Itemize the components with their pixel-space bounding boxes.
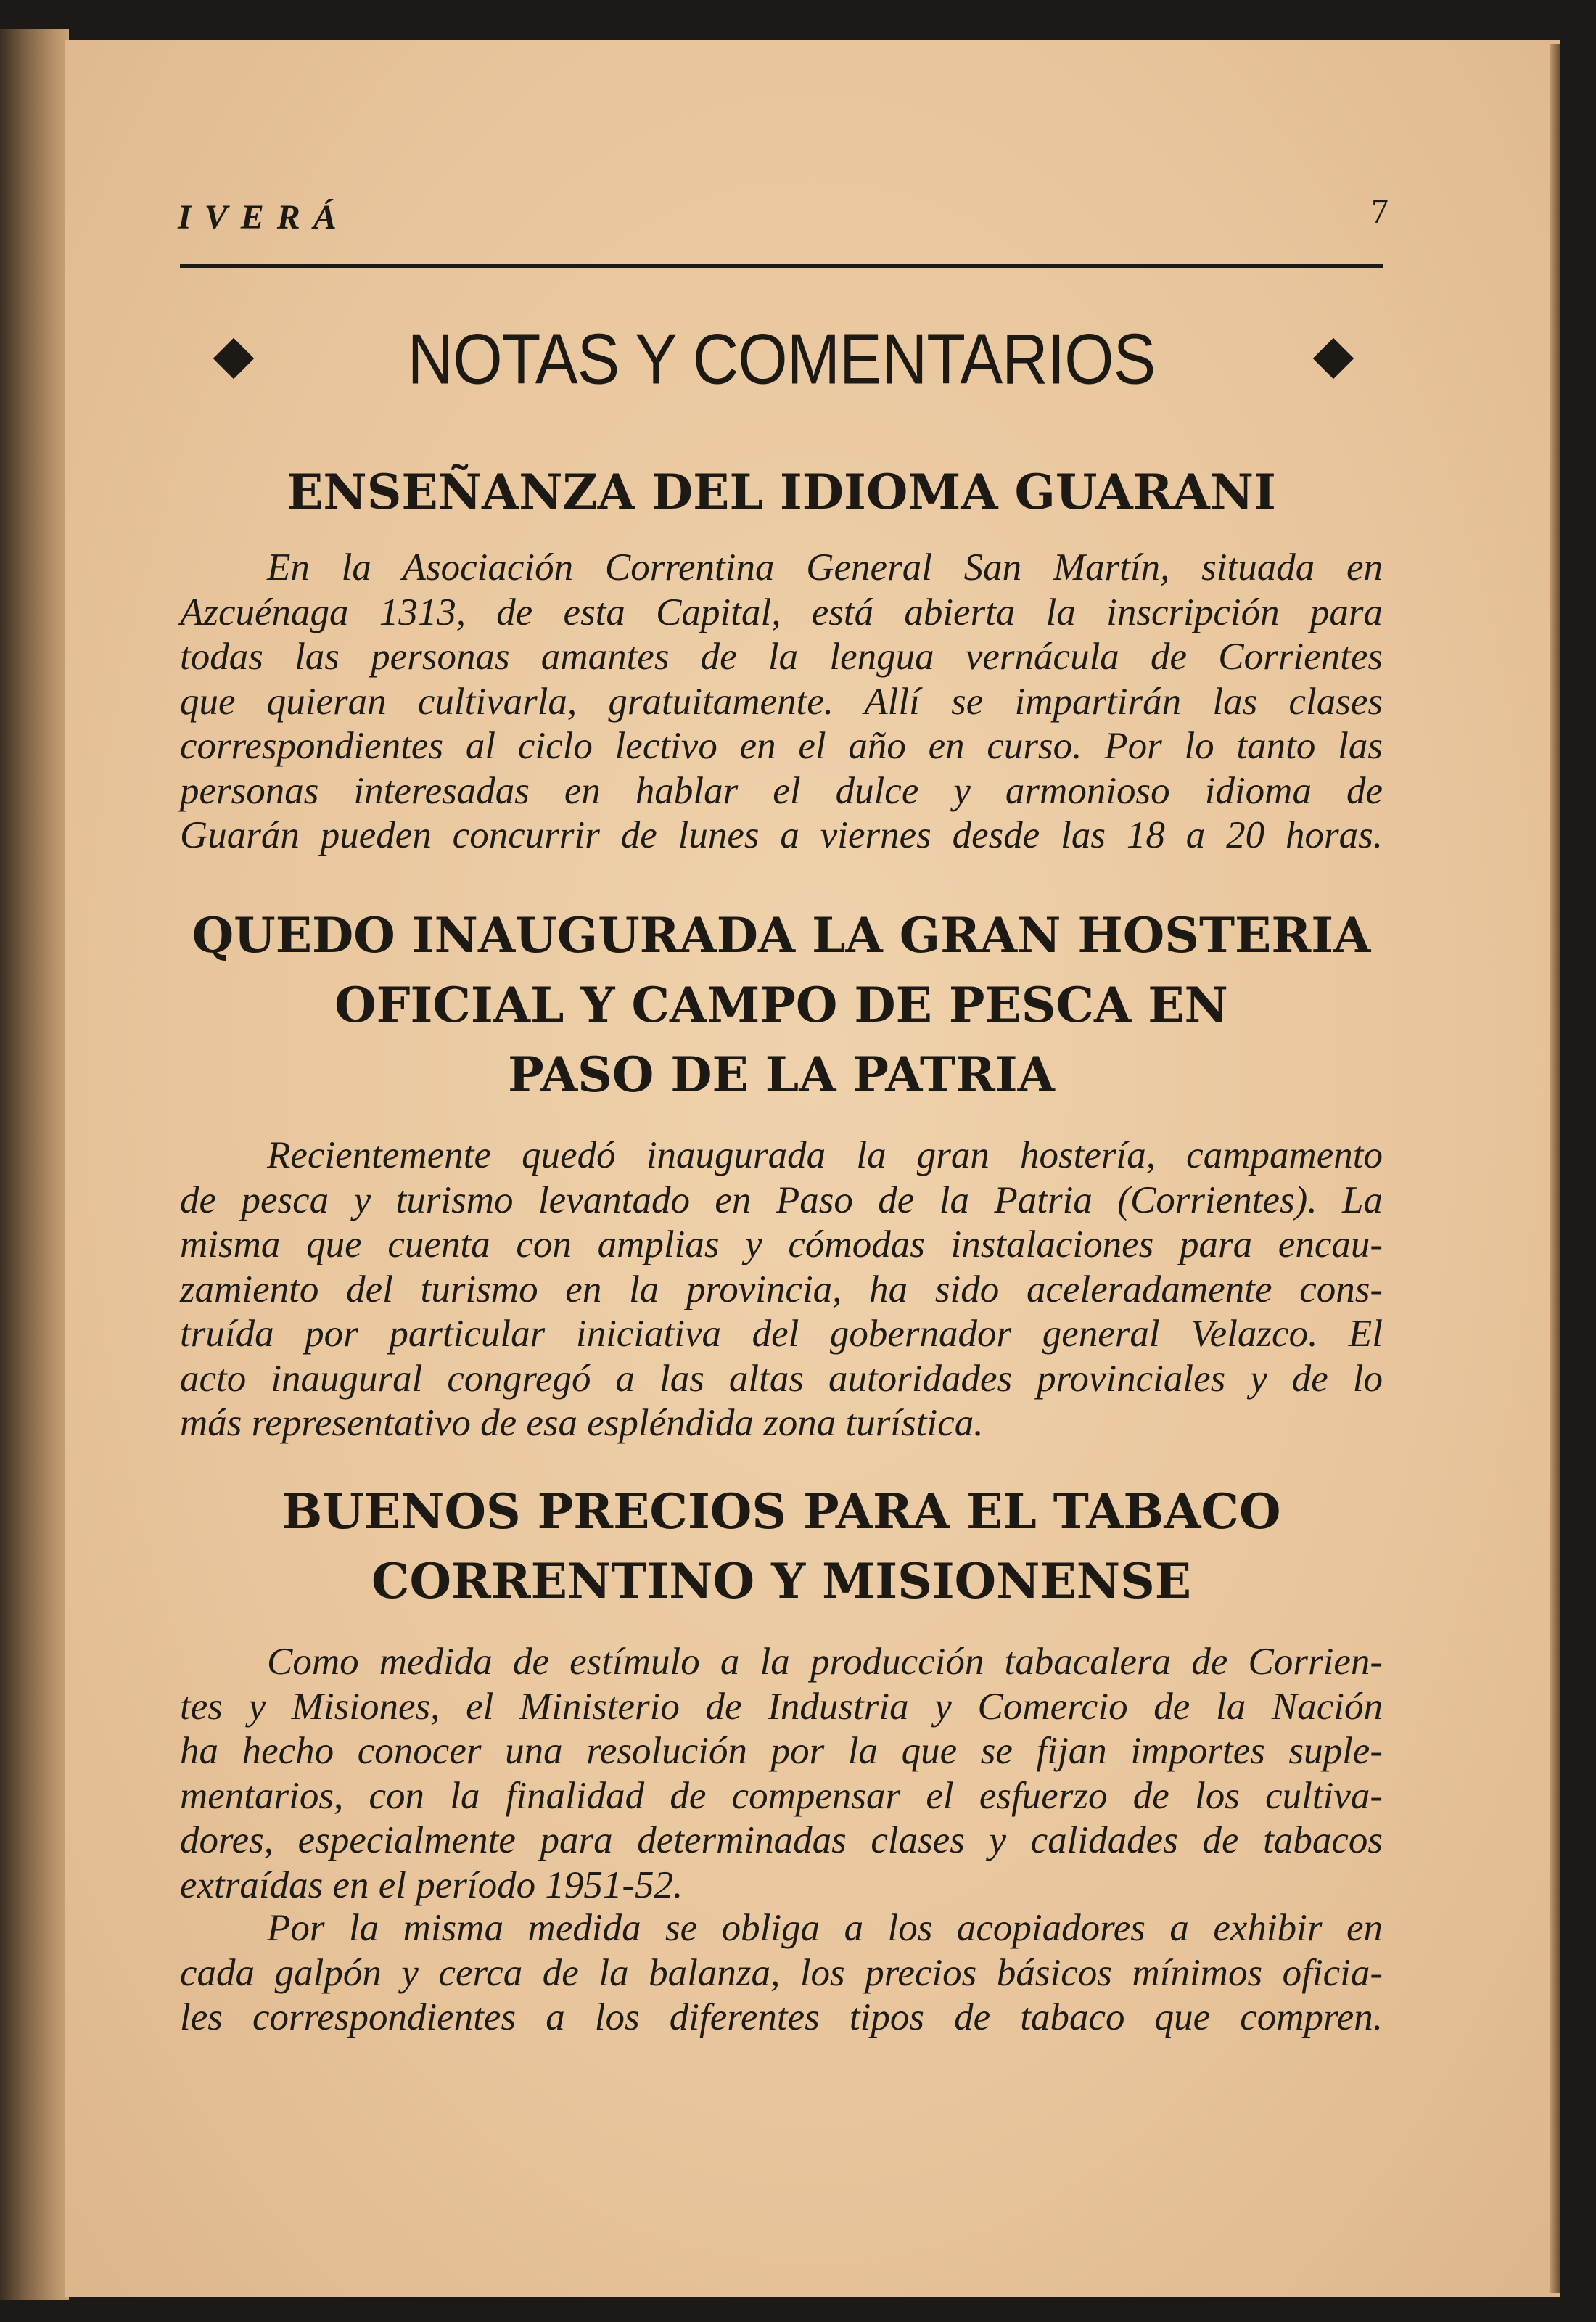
section-title-row [180, 312, 1383, 406]
heading-line: ENSEÑANZA DEL IDIOMA GUARANI [287, 464, 1276, 520]
paragraph-line: dores, especialmente para determinadas clases y calidades de tabacos [180, 1819, 1383, 1861]
paragraph-line: tes y Misiones, el Ministerio de Industria y Comercio de la Nación [180, 1685, 1383, 1728]
running-title: IVERÁ [178, 198, 350, 237]
paragraph-line: misma que cuenta con amplias y cómodas instalaciones para encau- [180, 1223, 1383, 1265]
paragraph-line: les correspondientes a los diferentes tipos de tabaco que compren. [180, 1996, 1383, 2038]
article-paragraph [180, 1640, 1383, 1908]
paragraph-line: cada galpón y cerca de la balanza, los precios básicos mínimos oficia- [180, 1951, 1383, 1994]
paragraph-line: Guarán pueden concurrir de lunes a viernes desde las 18 a 20 horas. [180, 814, 1383, 856]
article-paragraph [180, 1906, 1383, 2040]
heading-line: BUENOS PRECIOS PARA EL TABACO [281, 1483, 1281, 1540]
paragraph-line: zamiento del turismo en la provincia, ha sido aceleradamente cons- [180, 1268, 1383, 1310]
paragraph-line: ha hecho conocer una resolución por la que se fijan importes suple- [180, 1730, 1383, 1772]
header-rule [180, 264, 1383, 268]
heading-line: QUEDO INAUGURADA LA GRAN HOSTERIA [192, 907, 1371, 964]
article-heading [180, 901, 1383, 1109]
paragraph-line: Como medida de estímulo a la producción tabacalera de Corrien- [267, 1641, 1383, 1683]
heading-line: PASO DE LA PATRIA [508, 1046, 1055, 1103]
article-paragraph [180, 546, 1383, 858]
paragraph-line: que quieran cultivarla, gratuitamente. Allí se impartirán las clases [180, 680, 1383, 723]
article-heading [180, 1477, 1383, 1616]
article-paragraph [180, 1133, 1383, 1446]
paragraph-line: correspondientes al ciclo lectivo en el año en curso. Por lo tanto las [180, 725, 1383, 767]
section-title: NOTAS Y COMENTARIOS [407, 319, 1156, 399]
book-binding [0, 29, 69, 2300]
page-number: 7 [1371, 192, 1389, 231]
paragraph-line: Recientemente quedó inaugurada la gran hostería, campamento [267, 1134, 1383, 1176]
paragraph-line: En la Asociación Correntina General San Martín, situada en [267, 546, 1383, 588]
page-edge [1550, 44, 1560, 2293]
paragraph-line: Azcuénaga 1313, de esta Capital, está abierta la inscripción para [180, 591, 1383, 633]
paragraph-line: mentarios, con la finalidad de compensar el esfuerzo de los cultiva- [180, 1774, 1383, 1817]
paragraph-line: Por la misma medida se obliga a los acopiadores a exhibir en [267, 1907, 1383, 1949]
article-heading [180, 457, 1383, 527]
paragraph-line: de pesca y turismo levantado en Paso de la Patria (Corrientes). La [180, 1178, 1383, 1221]
paragraph-line: truída por particular iniciativa del gobernador general Velazco. El [180, 1313, 1383, 1355]
heading-line: CORRENTINO Y MISIONENSE [371, 1553, 1192, 1609]
paragraph-line: todas las personas amantes de la lengua vernácula de Corrientes [180, 636, 1383, 678]
paragraph-line: más representativo de esa espléndida zona turística. [180, 1402, 984, 1444]
heading-line: OFICIAL Y CAMPO DE PESCA EN [334, 977, 1228, 1033]
paragraph-line: acto inaugural congregó a las altas autoridades provinciales y de lo [180, 1357, 1383, 1400]
paragraph-line: personas interesadas en hablar el dulce y armonioso idioma de [180, 769, 1383, 812]
paragraph-line: extraídas en el período 1951-52. [180, 1863, 683, 1906]
